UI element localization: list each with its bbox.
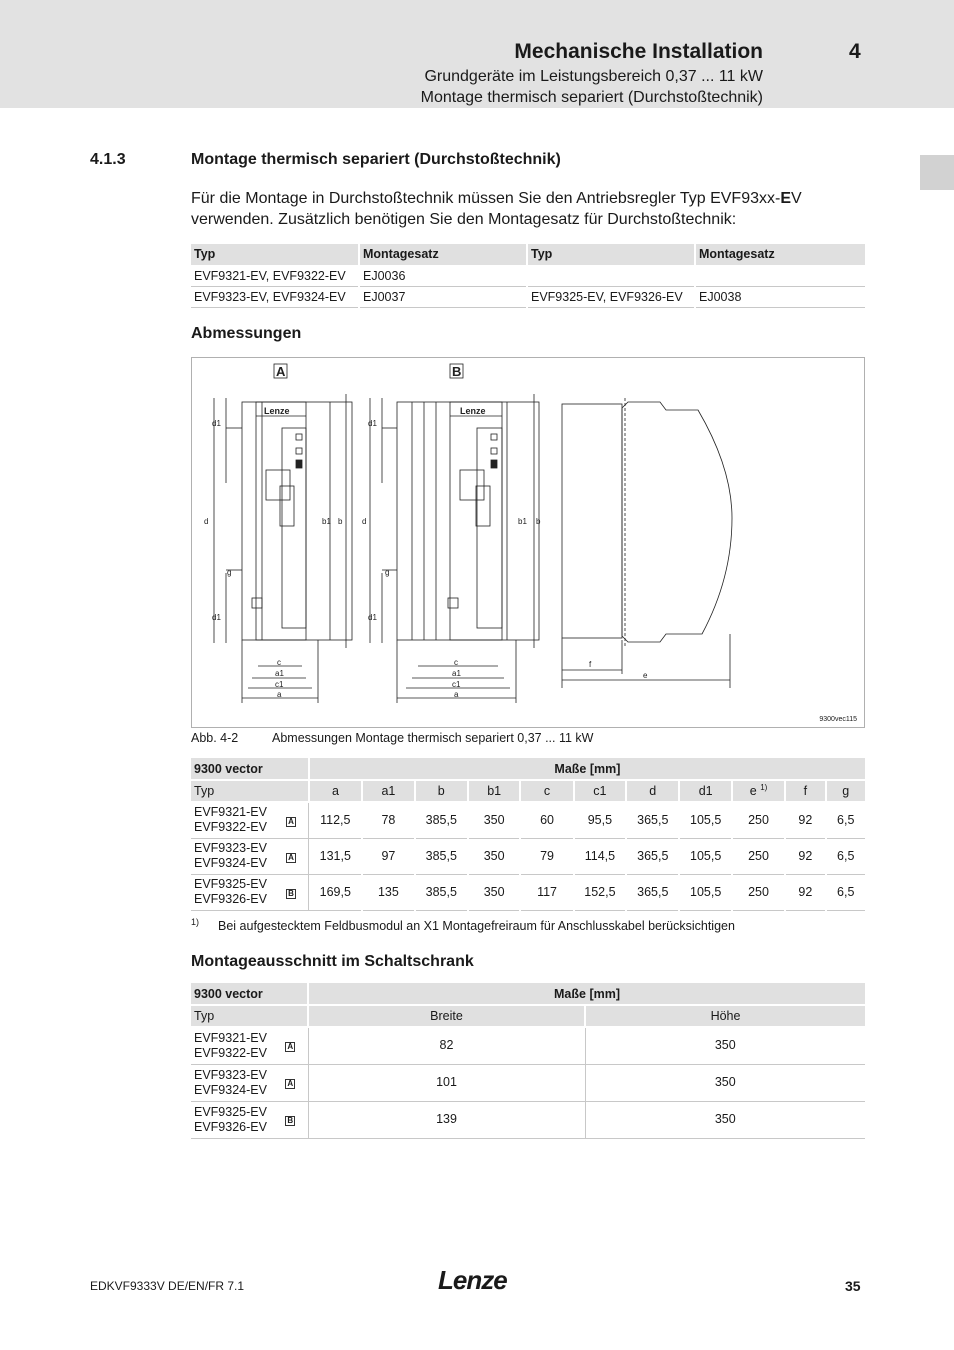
chapter-side-tab [920,155,954,190]
type-header: Typ [191,780,309,802]
column-header: c [520,780,573,802]
dim-c1-b: c1 [452,680,461,689]
page-subtitle-2: Montage thermisch separiert (Durchstoßtechnik) [420,89,763,106]
symbol-cell [273,1101,308,1138]
value-cell: 114,5 [574,838,626,874]
dim-b1-b: b1 [518,517,527,526]
dim-a1-b: a1 [452,669,461,678]
type-name: EVF9322-EV [194,1045,267,1060]
dim-g-b: g [385,568,390,577]
units-header: Maße [mm] [308,983,865,1005]
device-b-brand: Lenze [460,406,486,416]
chapter-number: 4 [849,40,861,63]
dim-a-b: a [454,690,459,699]
symbol-cell [274,838,309,874]
type-name: EVF9323-EV [194,841,267,855]
table-cell [527,265,695,286]
value-cell: 82 [308,1027,585,1064]
value-cell: 101 [308,1064,585,1101]
value-cell: 135 [362,874,414,910]
value-cell: 105,5 [679,874,731,910]
value-cell: 385,5 [415,802,468,838]
group-header: 9300 vector [191,983,308,1005]
value-cell: 92 [785,874,825,910]
dim-c1-a: c1 [275,680,284,689]
value-cell: 250 [732,874,785,910]
column-header: a1 [362,780,414,802]
value-cell: 78 [362,802,414,838]
section-title: Montage thermisch separiert (Durchstoßtechnik) [191,151,561,168]
variant-symbol: A [286,817,296,827]
variant-symbol: B [285,1116,295,1126]
table-cell: EVF9323-EV, EVF9324-EV [191,286,359,307]
value-cell: 350 [468,802,520,838]
dim-d1-b-top: d1 [368,419,377,428]
type-name: EVF9326-EV [194,892,267,906]
symbol-cell [274,874,309,910]
type-name: EVF9325-EV [194,877,267,891]
value-cell: 131,5 [309,838,362,874]
dim-c-b: c [454,658,458,667]
footnote-number: 1) [191,917,200,927]
column-header: d1 [679,780,731,802]
value-cell: 105,5 [679,802,731,838]
table-header-row [191,1005,865,1027]
dim-f: f [589,660,592,669]
symbol-cell [273,1027,308,1064]
column-header: d [626,780,679,802]
dim-b-a: b [338,517,343,526]
value-cell: 350 [585,1101,865,1138]
table-cell: EJ0036 [359,265,527,286]
column-header: Höhe [585,1005,865,1027]
column-header: f [785,780,825,802]
dim-e: e [643,671,648,680]
table-row [191,265,865,286]
value-cell: 250 [732,802,785,838]
table-row [191,1064,865,1101]
value-cell: 365,5 [626,838,679,874]
dim-a-a: a [277,690,282,699]
dim-b-b: b [536,517,541,526]
value-cell: 385,5 [415,874,468,910]
table-cell [695,265,865,286]
dimensions-figure [191,357,865,728]
type-cell [191,1064,273,1101]
document-id: EDKVF9333V DE/EN/FR 7.1 [90,1279,245,1293]
dim-d1-a-bottom: d1 [212,613,221,622]
page-number: 35 [845,1278,861,1294]
type-name: EVF9323-EV [194,1067,267,1082]
figure-caption-label: Abb. 4-2 [191,731,239,745]
value-cell: 6,5 [826,802,866,838]
value-cell: 365,5 [626,802,679,838]
value-cell: 60 [520,802,573,838]
intro-text-end: V verwenden. Zusätzlich benötigen Sie den Montagesatz für Durchstoßtechnik: [191,190,802,228]
value-cell: 152,5 [574,874,626,910]
figure-caption-text: Abmessungen Montage thermisch separiert 0,37 ... 11 kW [272,731,594,745]
header-cell: Montagesatz [359,244,527,265]
type-name: EVF9321-EV [194,1030,267,1045]
intro-text-bold: E [780,190,791,207]
value-cell: 385,5 [415,838,468,874]
column-header-e [732,780,785,802]
value-cell: 139 [308,1101,585,1138]
table-row [191,874,865,910]
value-cell: 112,5 [309,802,362,838]
header-cell: Montagesatz [695,244,865,265]
variant-symbol: A [285,1079,295,1089]
symbol-cell [273,1064,308,1101]
type-name: EVF9325-EV [194,1104,267,1119]
column-header: c1 [574,780,626,802]
value-cell: 117 [520,874,573,910]
column-header: b [415,780,468,802]
group-header: 9300 vector [191,758,309,780]
type-cell [191,874,274,910]
type-name: EVF9322-EV [194,820,267,835]
lenze-logo: Lenze [438,1265,507,1295]
table-row [191,1027,865,1064]
type-cell [191,802,274,838]
type-cell [191,1101,273,1138]
value-cell: 92 [785,802,825,838]
value-cell: 250 [732,838,785,874]
table-cell: EJ0038 [695,286,865,307]
dim-d1-b-bottom: d1 [368,613,377,622]
column-header: Breite [308,1005,585,1027]
type-header: Typ [191,1005,308,1027]
footnote-mark: 1) [760,783,768,793]
type-name: EVF9321-EV [194,805,267,820]
type-name: EVF9324-EV [194,1082,267,1097]
value-cell: 95,5 [574,802,626,838]
column-header: g [826,780,866,802]
header-cell: Typ [527,244,695,265]
dimensions-heading: Abmessungen [191,325,302,342]
dim-d1-a-top: d1 [212,419,221,428]
dimension-drawing [192,358,864,727]
table-cell: EJ0037 [359,286,527,307]
table-row [191,802,865,838]
table-cell: EVF9321-EV, EVF9322-EV [191,265,359,286]
dim-g-a: g [227,568,232,577]
units-header: Maße [mm] [309,758,865,780]
value-cell: 105,5 [679,838,731,874]
value-cell: 350 [585,1027,865,1064]
intro-paragraph [191,188,866,230]
column-header: a [309,780,362,802]
table-header-row [191,983,865,1005]
value-cell: 97 [362,838,414,874]
variant-a-label: A [276,364,286,379]
dim-d-a: d [204,517,209,526]
table-row [191,1101,865,1138]
value-cell: 6,5 [826,874,866,910]
cutout-table [191,983,865,1139]
dimensions-table [191,758,865,911]
device-a-brand: Lenze [264,406,290,416]
cutout-heading: Montageausschnitt im Schaltschrank [191,953,474,970]
variant-symbol: A [286,853,296,863]
symbol-cell [274,802,309,838]
column-header: b1 [468,780,520,802]
value-cell: 350 [585,1064,865,1101]
value-cell: 169,5 [309,874,362,910]
value-cell: 350 [468,838,520,874]
table-row [191,838,865,874]
variant-symbol: B [286,889,296,899]
dim-a1-a: a1 [275,669,284,678]
table-cell: EVF9325-EV, EVF9326-EV [527,286,695,307]
table-header-row [191,244,865,265]
dim-b1-a: b1 [322,517,331,526]
table-header-row [191,758,865,780]
figure-code: 9300vec115 [819,716,857,723]
mounting-kit-table [191,244,865,308]
value-cell: 365,5 [626,874,679,910]
dim-c-a: c [277,658,281,667]
type-cell [191,838,274,874]
value-cell: 350 [468,874,520,910]
page-subtitle-1: Grundgeräte im Leistungsbereich 0,37 ... 11 kW [424,68,763,85]
section-number: 4.1.3 [90,151,126,168]
value-cell: 79 [520,838,573,874]
table-row [191,286,865,307]
type-name: EVF9324-EV [194,856,267,870]
column-header-label: e [749,784,757,799]
dim-d-b: d [362,517,367,526]
variant-symbol: A [285,1042,295,1052]
intro-text-start: Für die Montage in Durchstoßtechnik müssen Sie den Antriebsregler Typ EVF93xx- [191,190,781,207]
type-cell [191,1027,273,1064]
table-header-row [191,780,865,802]
value-cell: 6,5 [826,838,866,874]
header-cell: Typ [191,244,359,265]
value-cell: 92 [785,838,825,874]
footnote-text: Bei aufgestecktem Feldbusmodul an X1 Montagefreiraum für Anschlusskabel berücksichtigen [218,919,735,933]
variant-b-label: B [452,364,462,379]
type-name: EVF9326-EV [194,1119,267,1134]
page-title: Mechanische Installation [514,40,763,63]
